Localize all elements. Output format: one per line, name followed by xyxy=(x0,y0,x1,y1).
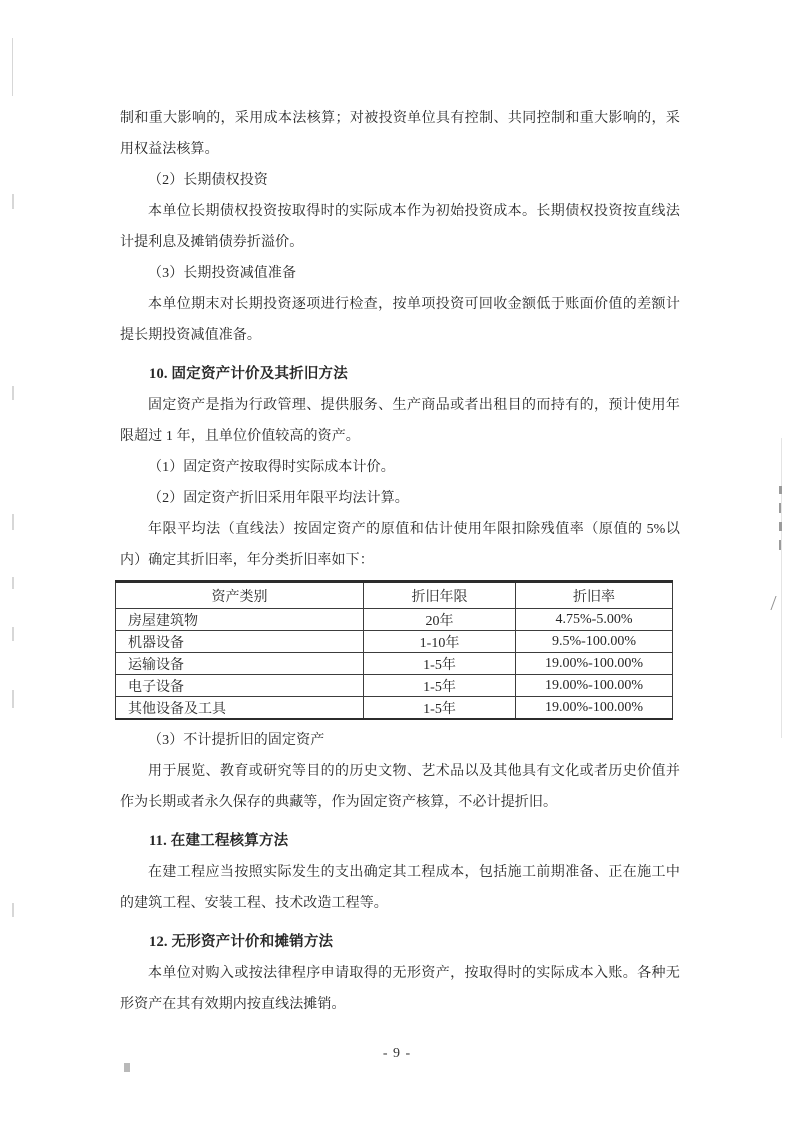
body-paragraph: 本单位对购入或按法律程序申请取得的无形资产，按取得时的实际成本入账。各种无形资产在其有效期内按直线法摊销。 xyxy=(120,966,680,1012)
scan-artifact xyxy=(781,438,782,738)
table-cell-category: 房屋建筑物 xyxy=(116,609,364,631)
table-cell-years: 1-5年 xyxy=(364,675,516,697)
table-header-cell-category: 资产类别 xyxy=(116,582,364,609)
body-paragraph: 固定资产是指为行政管理、提供服务、生产商品或者出租目的而持有的，预计使用年限超过 1 年，且单位价值较高的资产。 xyxy=(120,398,680,444)
table-cell-years: 1-10年 xyxy=(364,631,516,653)
scan-artifact xyxy=(124,1063,130,1072)
body-paragraph: 本单位期末对长期投资逐项进行检查，按单项投资可回收金额低于账面价值的差额计提长期投资减值准备。 xyxy=(120,297,680,343)
section-heading-12: 12. 无形资产计价和摊销方法 xyxy=(149,934,334,950)
table-cell-rate: 9.5%-100.00% xyxy=(516,631,673,653)
table-cell-rate: 4.75%-5.00% xyxy=(516,609,673,631)
document-body xyxy=(120,103,680,1020)
scan-artifact xyxy=(12,690,14,708)
table-cell-rate: 19.00%-100.00% xyxy=(516,653,673,675)
table-row xyxy=(116,631,673,653)
table-cell-category: 机器设备 xyxy=(116,631,364,653)
table-row xyxy=(116,697,673,720)
scan-artifact xyxy=(12,38,13,96)
body-paragraph: 年限平均法（直线法）按固定资产的原值和估计使用年限扣除残值率（原值的 5%以内）确定其折旧率，年分类折旧率如下： xyxy=(120,522,680,568)
table-cell-years: 1-5年 xyxy=(364,697,516,720)
scan-artifact xyxy=(12,627,14,641)
table-header-cell-years: 折旧年限 xyxy=(364,582,516,609)
scan-artifact xyxy=(779,503,781,513)
section-heading-10: 10. 固定资产计价及其折旧方法 xyxy=(149,366,348,382)
page-number: - 9 - xyxy=(382,1046,412,1061)
scan-artifact xyxy=(12,386,14,400)
body-paragraph: （3）不计提折旧的固定资产 xyxy=(148,733,325,748)
body-paragraph: （2）长期债权投资 xyxy=(148,173,268,188)
table-row xyxy=(116,675,673,697)
table-cell-category: 其他设备及工具 xyxy=(116,697,364,720)
body-paragraph: 用于展览、教育或研究等目的的历史文物、艺术品以及其他具有文化或者历史价值并作为长期或者永久保存的典藏等，作为固定资产核算，不必计提折旧。 xyxy=(120,764,680,810)
scan-artifact xyxy=(770,596,784,610)
body-paragraph: 本单位长期债权投资按取得时的实际成本作为初始投资成本。长期债权投资按直线法计提利息及摊销债券折溢价。 xyxy=(120,204,680,250)
scan-artifact xyxy=(779,540,781,550)
table-row xyxy=(116,653,673,675)
scan-artifact xyxy=(12,577,14,589)
scan-artifact xyxy=(779,522,782,531)
body-paragraph: （3）长期投资减值准备 xyxy=(148,266,297,281)
scan-artifact xyxy=(12,903,14,917)
table-cell-rate: 19.00%-100.00% xyxy=(516,675,673,697)
table-cell-category: 运输设备 xyxy=(116,653,364,675)
body-paragraph-continuation: 制和重大影响的，采用成本法核算；对被投资单位具有控制、共同控制和重大影响的，采用权益法核算。 xyxy=(120,111,680,157)
scan-artifact xyxy=(779,486,782,494)
table-cell-years: 1-5年 xyxy=(364,653,516,675)
scan-artifact xyxy=(12,514,14,530)
table-header-row xyxy=(116,582,673,609)
table-cell-rate: 19.00%-100.00% xyxy=(516,697,673,720)
table-header-cell-rate: 折旧率 xyxy=(516,582,673,609)
body-paragraph: （1）固定资产按取得时实际成本计价。 xyxy=(148,460,395,475)
depreciation-table xyxy=(115,580,673,720)
body-paragraph: （2）固定资产折旧采用年限平均法计算。 xyxy=(148,491,409,506)
table-cell-years: 20年 xyxy=(364,609,516,631)
section-heading-11: 11. 在建工程核算方法 xyxy=(149,833,289,849)
table-row xyxy=(116,609,673,631)
table-cell-category: 电子设备 xyxy=(116,675,364,697)
body-paragraph: 在建工程应当按照实际发生的支出确定其工程成本，包括施工前期准备、正在施工中的建筑工程、安装工程、技术改造工程等。 xyxy=(120,865,680,911)
scan-artifact xyxy=(12,194,14,209)
